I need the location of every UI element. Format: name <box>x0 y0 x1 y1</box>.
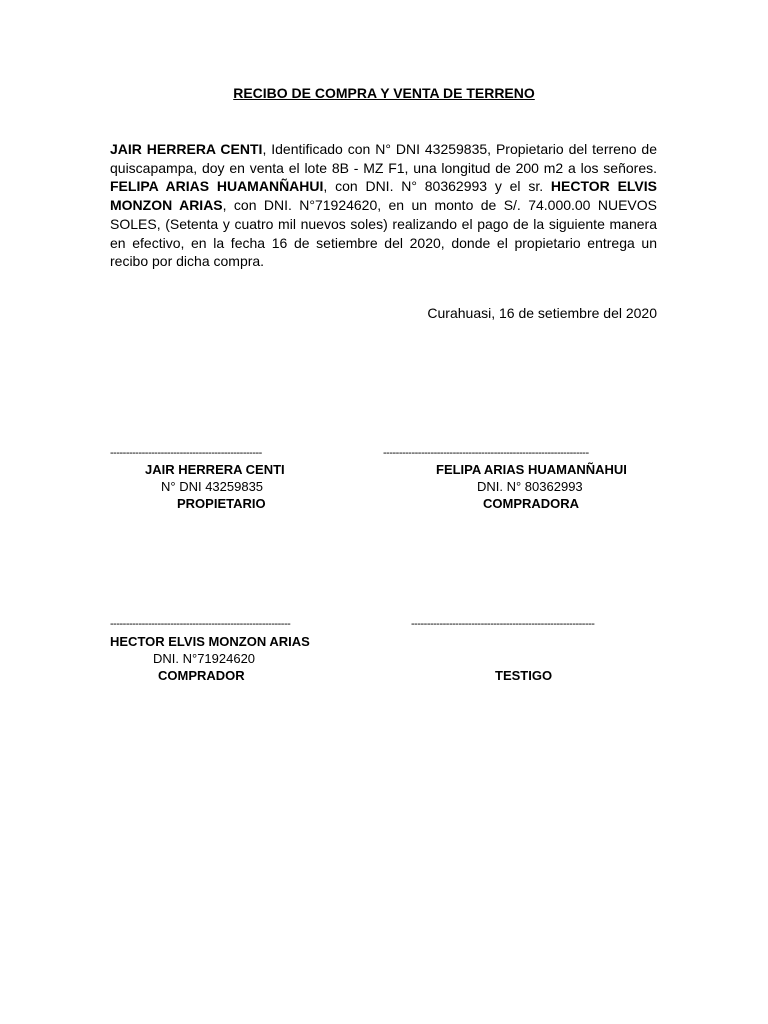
paragraph-text-2: , con DNI. N° 80362993 y el sr. <box>323 178 551 195</box>
signature-line-buyer-female: ----------------------------------------------------------------- <box>383 447 589 459</box>
buyer-male-name: HECTOR ELVIS MONZON ARIAS <box>110 634 310 649</box>
buyer-female-role: COMPRADORA <box>483 496 580 511</box>
buyer2-name: HECTOR ELVIS MONZON ARIAS <box>110 178 657 214</box>
signature-line-witness: ---------------------------------------------------------- <box>411 618 595 630</box>
signature-line-buyer-male: --------------------------------------------------------- <box>110 618 291 630</box>
place-date: Curahuasi, 16 de setiembre del 2020 <box>427 305 657 321</box>
buyer-female-id: DNI. N° 80362993 <box>477 479 583 494</box>
signature-line-owner: ------------------------------------------------ <box>110 447 262 459</box>
owner-role: PROPIETARIO <box>177 496 266 511</box>
paragraph-text-3: , con DNI. N°71924620, en un monto de S/. 74.000.00 NUEVOS SOLES, (Setenta y cuatro mil nuevos soles) realizando el pago de la siguiente manera en efectivo, en la fecha 16 de setiembre del 2020, donde el propietario entrega un recibo por dicha compra. <box>110 197 657 270</box>
buyer-male-id: DNI. N°71924620 <box>153 651 256 666</box>
seller-name: JAIR HERRERA CENTI <box>110 141 263 157</box>
document-title: RECIBO DE COMPRA Y VENTA DE TERRENO <box>233 85 535 101</box>
witness-role: TESTIGO <box>495 668 553 683</box>
owner-name: JAIR HERRERA CENTI <box>145 462 285 477</box>
buyer-female-name: FELIPA ARIAS HUAMANÑAHUI <box>436 462 627 477</box>
buyer1-name: FELIPA ARIAS HUAMANÑAHUI <box>110 178 324 195</box>
buyer-male-role: COMPRADOR <box>158 668 245 683</box>
paragraph-text-1: , Identificado con N° DNI 43259835, Propietario del terreno de quiscapampa, doy en venta el lote 8B - MZ F1, una longitud de 200 m2 a los señores. <box>110 141 658 176</box>
receipt-paragraph <box>110 140 657 271</box>
owner-id: N° DNI 43259835 <box>161 479 264 494</box>
